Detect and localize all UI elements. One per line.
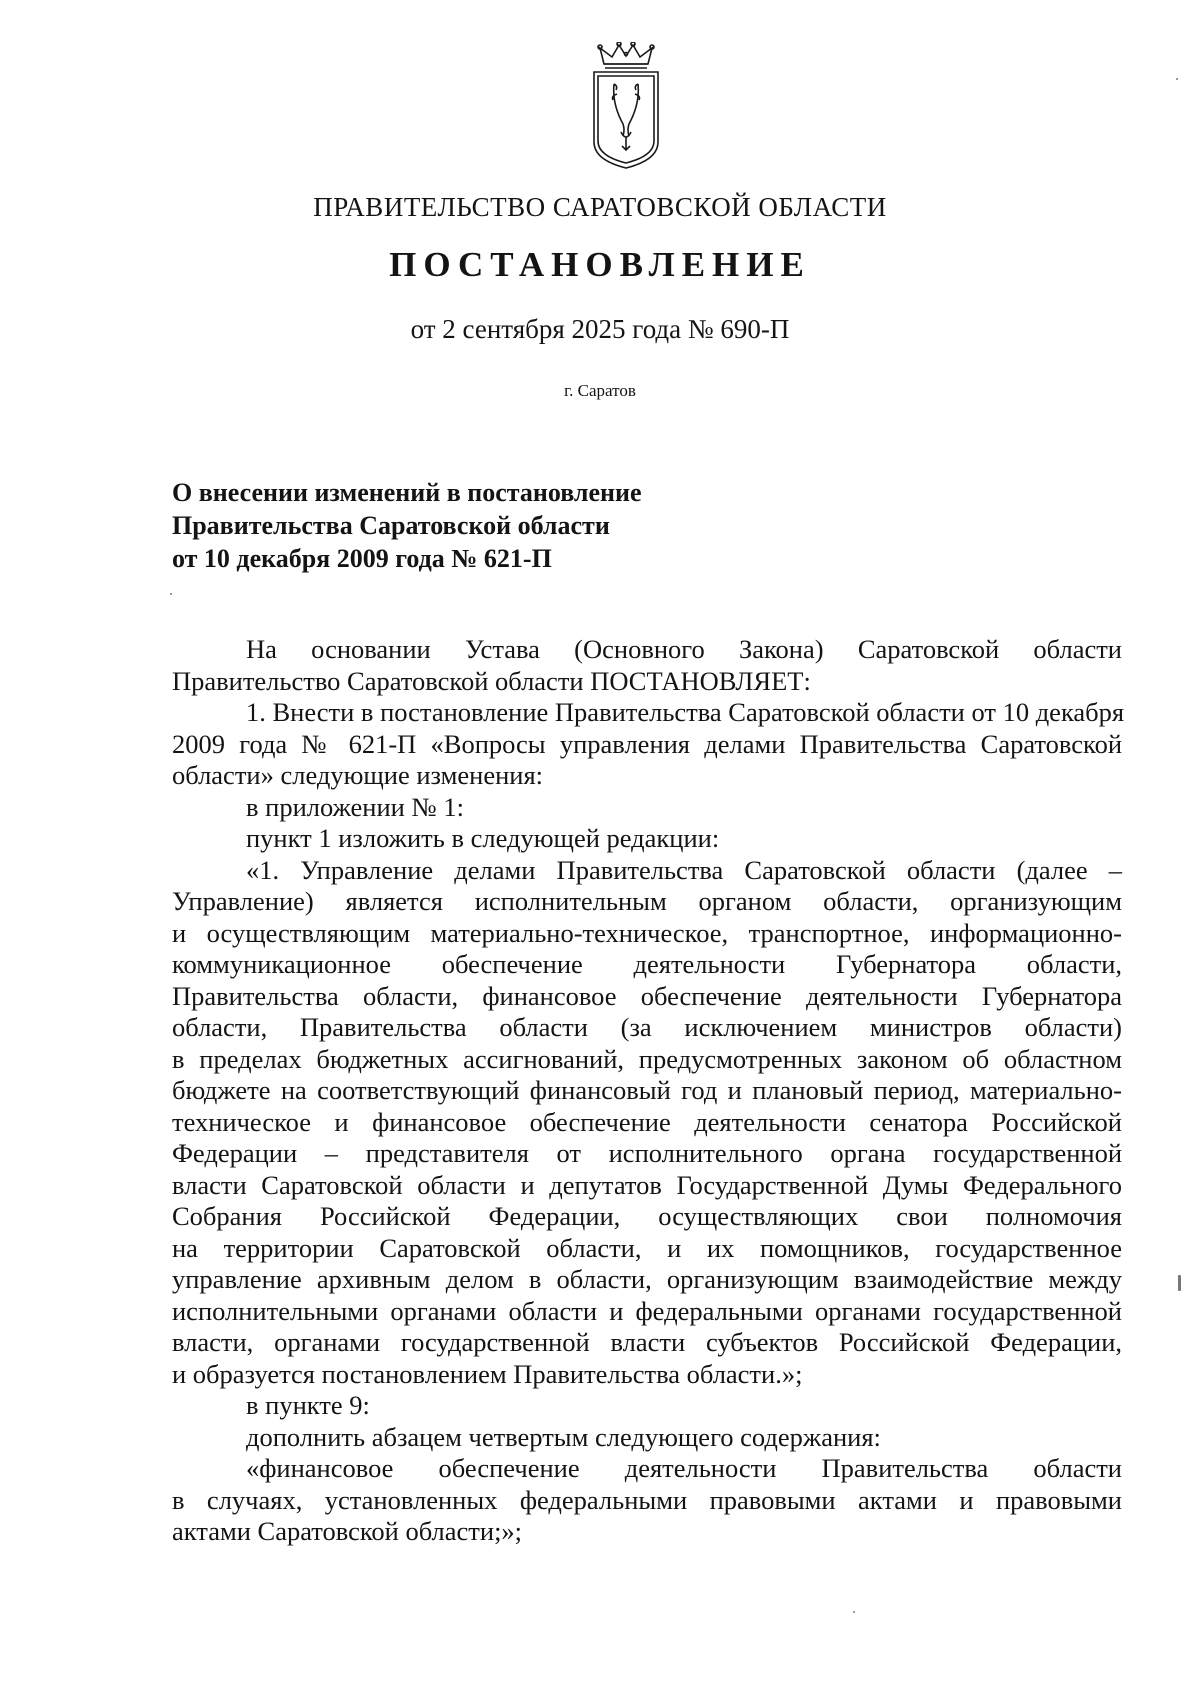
document-body: [172, 634, 1125, 1548]
scan-speck: [853, 1611, 855, 1613]
body-line: управление архивным делом в области, организующим взаимодействие между: [172, 1264, 1122, 1294]
document-type-title: ПОСТАНОВЛЕНИЕ: [389, 245, 811, 284]
body-line: на территории Саратовской области, и их помощников, государственное: [172, 1232, 1122, 1263]
body-line: Федерации – представителя от исполнительного органа государственной: [172, 1138, 1122, 1168]
body-line: техническое и финансовое обеспечение деятельности сенатора Российской: [172, 1106, 1122, 1137]
subject-line: от 10 декабря 2009 года № 621-П: [172, 544, 552, 573]
subject-line: О внесении изменений в постановление: [172, 478, 642, 507]
body-line: «финансовое обеспечение деятельности Правительства области: [246, 1453, 1122, 1483]
body-line: коммуникационное обеспечение деятельности Губернатора области,: [172, 949, 1122, 979]
body-line: и осуществляющим материально-техническое, транспортное, информационно-: [172, 917, 1122, 948]
organization-title: ПРАВИТЕЛЬСТВО САРАТОВСКОЙ ОБЛАСТИ: [313, 192, 887, 222]
body-line: Правительство Саратовской области ПОСТАНОВЛЯЕТ:: [172, 665, 811, 696]
body-line: области» следующие изменения:: [172, 760, 544, 790]
body-line: исполнительными органами области и федеральными органами государственной: [172, 1295, 1122, 1326]
document-date-number: от 2 сентября 2025 года № 690-П: [410, 314, 790, 344]
body-line: Собрания Российской Федерации, осуществляющих свои полномочия: [172, 1201, 1122, 1231]
body-line: «1. Управление делами Правительства Саратовской области (далее –: [246, 854, 1122, 885]
body-line: в пределах бюджетных ассигнований, предусмотренных законом об областном: [172, 1043, 1122, 1074]
body-line: актами Саратовской области;»;: [172, 1516, 523, 1546]
document-city: г. Саратов: [564, 381, 636, 400]
scan-speck: [1178, 1275, 1181, 1291]
body-line: Правительства области, финансовое обеспечение деятельности Губернатора: [172, 980, 1122, 1011]
body-line: области, Правительства области (за исключением министров области): [172, 1012, 1122, 1042]
body-line: 1. Внести в постановление Правительства Саратовской области от 10 декабря: [246, 697, 1125, 727]
coat-of-arms-icon: [586, 42, 666, 172]
body-line: бюджете на соответствующий финансовый год и плановый период, материально-: [172, 1075, 1122, 1105]
body-line: и образуется постановлением Правительства области.»;: [172, 1358, 803, 1389]
scan-speck: [170, 593, 172, 595]
body-line: в приложении № 1:: [246, 791, 464, 822]
body-line: дополнить абзацем четвертым следующего содержания:: [246, 1421, 881, 1452]
body-line: 2009 года № 621-П «Вопросы управления делами Правительства Саратовской: [172, 728, 1122, 759]
body-line: в пункте 9:: [246, 1390, 370, 1420]
body-line: в случаях, установленных федеральными правовыми актами и правовыми: [172, 1484, 1122, 1515]
body-line: Управление) является исполнительным органом области, организующим: [172, 886, 1122, 916]
document-subject: [172, 476, 642, 575]
scan-speck: [1176, 78, 1178, 80]
body-line: власти Саратовской области и депутатов Государственной Думы Федерального: [172, 1169, 1122, 1200]
body-line: На основании Устава (Основного Закона) Саратовской области: [246, 634, 1122, 664]
body-line: пункт 1 изложить в следующей редакции:: [246, 823, 720, 853]
body-line: власти, органами государственной власти субъектов Российской Федерации,: [172, 1327, 1122, 1357]
subject-line: Правительства Саратовской области: [172, 511, 610, 540]
